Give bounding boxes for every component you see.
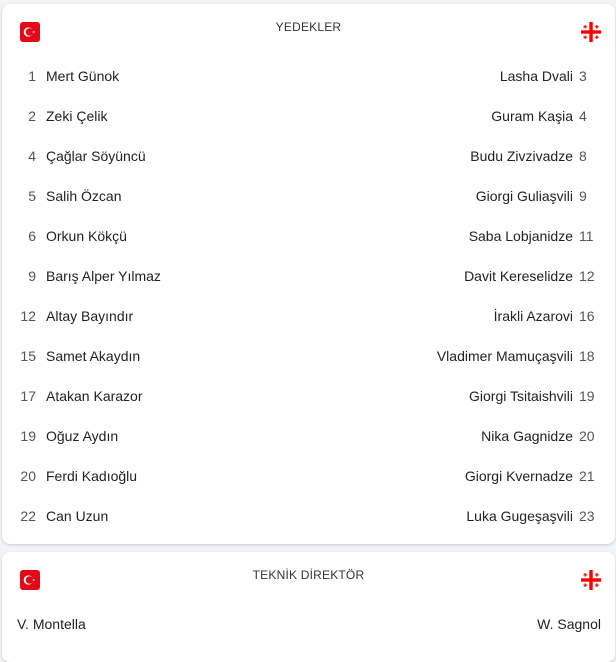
away-player-name[interactable]: Guram Kaşia [491,108,573,124]
coaches-card [2,552,615,662]
home-player-name[interactable]: Mert Günok [46,68,120,84]
away-player-number: 19 [579,388,595,404]
georgia-flag-icon [581,22,601,42]
home-player-name[interactable]: Zeki Çelik [46,108,108,124]
away-player-number: 12 [579,268,595,284]
away-player-number: 3 [579,68,587,84]
away-player-number: 18 [579,348,595,364]
away-player-number: 11 [579,228,594,244]
substitute-row [2,256,615,296]
home-player-number: 9 [28,268,36,284]
coaches-title: TEKNİK DİREKTÖR [252,568,365,582]
away-player-number: 16 [579,308,595,324]
home-player-number: 20 [20,468,36,484]
home-player-number: 5 [28,188,36,204]
away-player-name[interactable]: Lasha Dvali [499,68,573,84]
substitute-row [2,296,615,336]
substitute-row [2,96,615,136]
home-player-name[interactable]: Atakan Karazor [46,388,143,404]
home-player-name[interactable]: Salih Özcan [46,188,122,204]
home-player-number: 17 [20,388,36,404]
away-player-number: 8 [579,148,587,164]
away-player-name[interactable]: Budu Zivzivadze [470,148,573,164]
away-player-name[interactable]: Saba Lobjanidze [468,228,573,244]
home-player-number: 1 [28,68,36,84]
home-player-name[interactable]: Samet Akaydın [46,348,141,364]
home-player-number: 19 [20,428,36,444]
home-player-name[interactable]: Barış Alper Yılmaz [46,268,161,284]
home-player-name[interactable]: Oğuz Aydın [46,428,119,444]
substitutes-list [2,56,615,536]
substitute-row [2,376,615,416]
substitute-row [2,496,615,536]
substitute-row [2,176,615,216]
home-player-number: 4 [28,148,36,164]
substitute-row [2,136,615,176]
away-player-name[interactable]: Nika Gagnidze [481,428,573,444]
substitute-row [2,336,615,376]
away-player-number: 21 [579,468,595,484]
substitute-row [2,56,615,96]
home-player-name[interactable]: Orkun Kökçü [46,228,127,244]
home-player-number: 6 [28,228,36,244]
away-player-number: 23 [579,508,595,524]
home-player-number: 15 [20,348,36,364]
away-player-number: 20 [579,428,595,444]
away-player-name[interactable]: Vladimer Mamuçaşvili [436,348,573,364]
away-player-name[interactable]: Luka Gugeşaşvili [466,508,573,524]
home-player-number: 12 [20,308,36,324]
home-player-name[interactable]: Çağlar Söyüncü [46,148,146,164]
away-player-name[interactable]: Giorgi Kvernadze [464,468,573,484]
away-player-name[interactable]: Giorgi Guliaşvili [475,188,573,204]
home-player-name[interactable]: Ferdi Kadıoğlu [46,468,138,484]
substitute-row [2,216,615,256]
home-player-number: 22 [20,508,36,524]
home-player-number: 2 [28,108,36,124]
away-player-number: 4 [579,108,587,124]
away-player-name[interactable]: Davit Kereselidze [464,268,573,284]
home-player-name[interactable]: Altay Bayındır [46,308,134,324]
away-player-name[interactable]: Giorgi Tsitaishvili [469,388,573,404]
away-player-name[interactable]: İrakli Azarovi [493,308,573,324]
substitute-row [2,456,615,496]
substitutes-title: YEDEKLER [275,20,342,34]
home-player-name[interactable]: Can Uzun [46,508,109,524]
georgia-flag-icon [581,570,601,590]
substitutes-card [2,4,615,544]
away-coach-name[interactable]: W. Sagnol [537,616,601,632]
away-player-number: 9 [579,188,587,204]
home-coach-name[interactable]: V. Montella [17,616,86,632]
substitute-row [2,416,615,456]
